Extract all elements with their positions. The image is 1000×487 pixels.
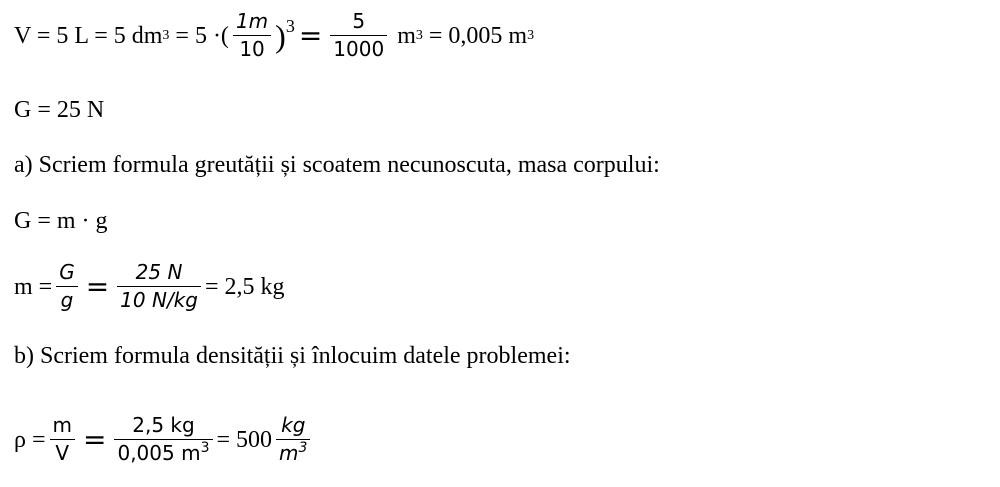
unit-m: m [397,22,416,49]
fraction-numerator: 1m [235,9,269,33]
fraction-25N-over-10Nkg [117,261,201,312]
volume-mid: = 5 ·( [169,22,229,49]
fraction-bar [56,286,78,287]
fraction-2-5kg-over-0-005m3 [114,414,212,465]
fraction-numerator: 5 [352,9,366,33]
cube-exponent: 3 [285,15,295,36]
fraction-numerator: G [59,260,75,284]
equals-sign: = [298,18,323,52]
fraction-numerator: 2,5 kg [132,413,195,437]
equals-sign: = [85,269,110,303]
fraction-numerator: kg [281,413,306,437]
volume-lhs: V = 5 L = 5 dm [14,22,163,49]
weight-formula: G = m · g [14,208,108,234]
density-lhs: ρ = [14,426,46,453]
volume-equation: V = 5 L = 5 dm 3 = 5 ·( $\frac{1m}{10}$ ) 3 = $\frac{5}{1000}$ m 3 = 0,005 m 3 [14,9,535,61]
density-mid: = 500 [216,426,273,453]
density-equation [14,414,314,465]
fraction-m-over-V [50,414,75,465]
denominator-exponent: 3 [200,440,210,456]
denominator-base: m [279,441,299,465]
weight-given: G = 25 N [14,97,105,123]
fraction-denominator [114,442,212,465]
fraction-numerator: 25 N [135,260,183,284]
step-a-heading: a) Scriem formula greutății și scoatem necunoscuta, masa corpului: [14,152,660,178]
fraction-denominator: 1000 [333,37,385,61]
denominator-exponent: 3 [298,440,308,456]
mass-result: = 2,5 kg [204,273,285,300]
fraction-denominator: V [55,441,70,465]
fraction-kg-over-m3 [276,414,310,465]
mass-equation [14,261,285,312]
fraction-5-over-1000 [330,10,387,61]
volume-result: = 0,005 m [422,22,528,49]
fraction-bar [330,35,387,36]
step-b-heading: b) Scriem formula densității și înlocuim datele problemei: [14,343,571,369]
fraction-bar [233,35,271,36]
equals-sign: = [83,422,107,456]
fraction-bar [114,439,212,440]
fraction-denominator: 10 [239,37,265,61]
fraction-denominator: g [60,288,74,312]
denominator-base: 0,005 m [117,441,201,465]
close-paren: ) [275,17,286,54]
fraction-G-over-g [56,261,78,312]
fraction-bar [117,286,201,287]
fraction-denominator [276,442,310,465]
fraction-bar [50,439,75,440]
fraction-denominator: 10 N/kg [120,288,198,312]
fraction-1m-over-10 [233,10,271,61]
mass-lhs: m = [14,273,53,300]
fraction-numerator: m [52,413,72,437]
